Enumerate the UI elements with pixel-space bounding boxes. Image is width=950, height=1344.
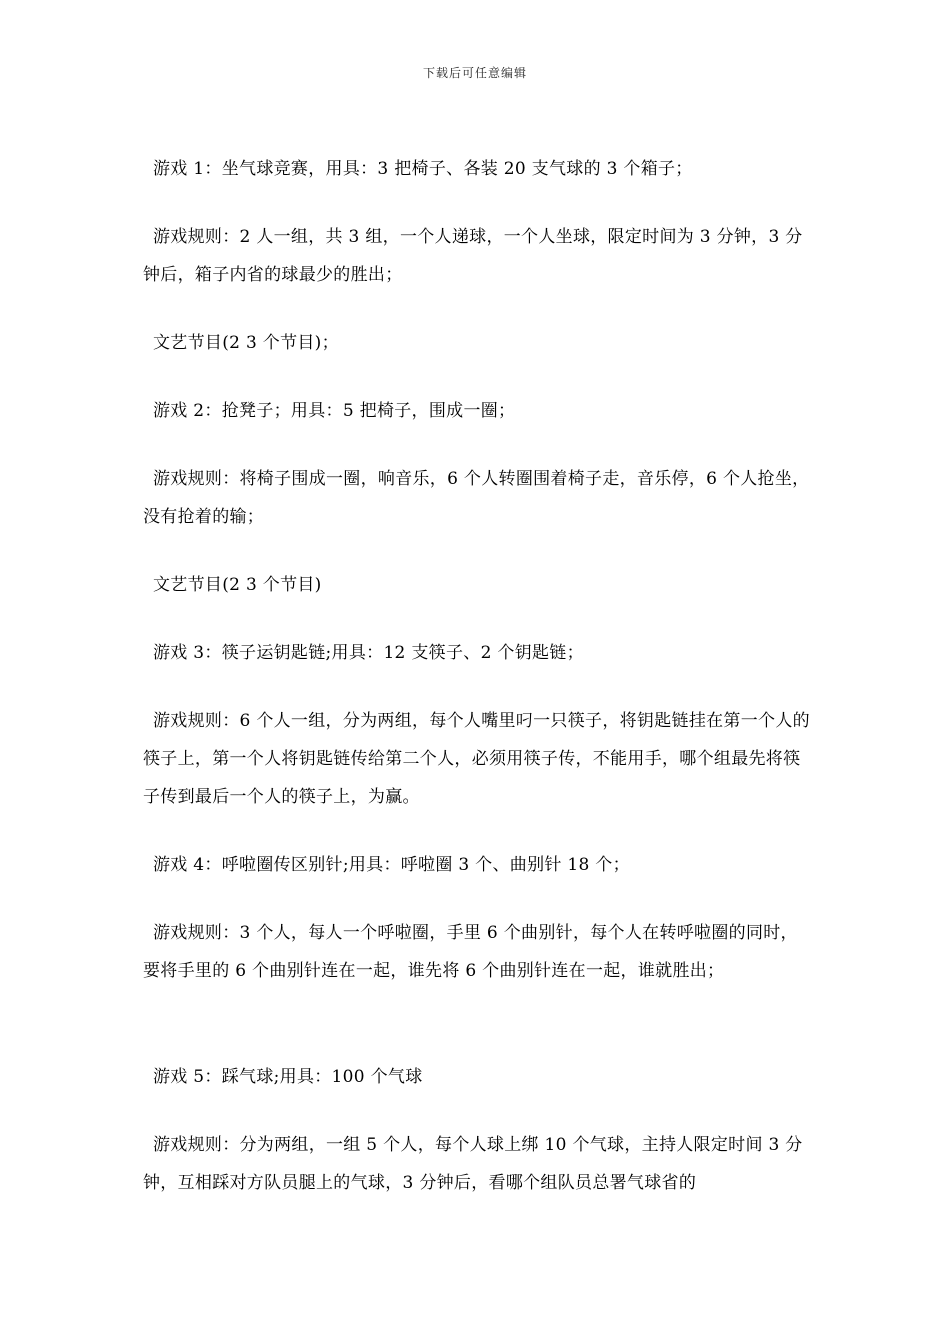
paragraph-game-4-rules: 游戏规则：3 个人，每人一个呼啦圈，手里 6 个曲别针，每个人在转呼啦圈的同时，要将手里的 6 个曲别针连在一起，谁先将 6 个曲别针连在一起，谁就胜出；	[143, 923, 798, 981]
paragraph-game-5: 游戏 5：踩气球;用具：100 个气球	[153, 1067, 423, 1087]
paragraph-game-3: 游戏 3：筷子运钥匙链;用具：12 支筷子、2 个钥匙链；	[153, 643, 584, 663]
document-body	[143, 150, 813, 1232]
paragraph-performance-1: 文艺节目(2 3 个节目)；	[153, 333, 339, 353]
paragraph-game-4: 游戏 4：呼啦圈传区别针;用具：呼啦圈 3 个、曲别针 18 个；	[153, 855, 630, 875]
paragraph-game-2: 游戏 2：抢凳子；用具：5 把椅子，围成一圈；	[153, 401, 516, 421]
paragraph-game-3-rules: 游戏规则：6 个人一组，分为两组，每个人嘴里叼一只筷子，将钥匙链挂在第一个人的筷子上，第一个人将钥匙链传给第二个人，必须用筷子传，不能用手，哪个组最先将筷子传到最后一个人的筷子上，为赢。	[143, 711, 810, 807]
paragraph-game-5-rules: 游戏规则：分为两组，一组 5 个人，每个人球上绑 10 个气球，主持人限定时间 3 分钟，互相踩对方队员腿上的气球，3 分钟后，看哪个组队员总署气球省的	[143, 1135, 803, 1193]
paragraph-game-1-rules: 游戏规则：2 人一组，共 3 组，一个人递球，一个人坐球，限定时间为 3 分钟，3 分钟后，箱子内省的球最少的胜出；	[143, 227, 803, 285]
paragraph-performance-2: 文艺节目(2 3 个节目)	[153, 575, 322, 595]
paragraph-game-2-rules: 游戏规则：将椅子围成一圈，响音乐，6 个人转圈围着椅子走，音乐停，6 个人抢坐，没有抢着的输；	[143, 469, 810, 527]
page-header: 下载后可任意编辑	[422, 66, 527, 80]
paragraph-game-1: 游戏 1：坐气球竞赛，用具：3 把椅子、各装 20 支气球的 3 个箱子；	[153, 159, 693, 179]
